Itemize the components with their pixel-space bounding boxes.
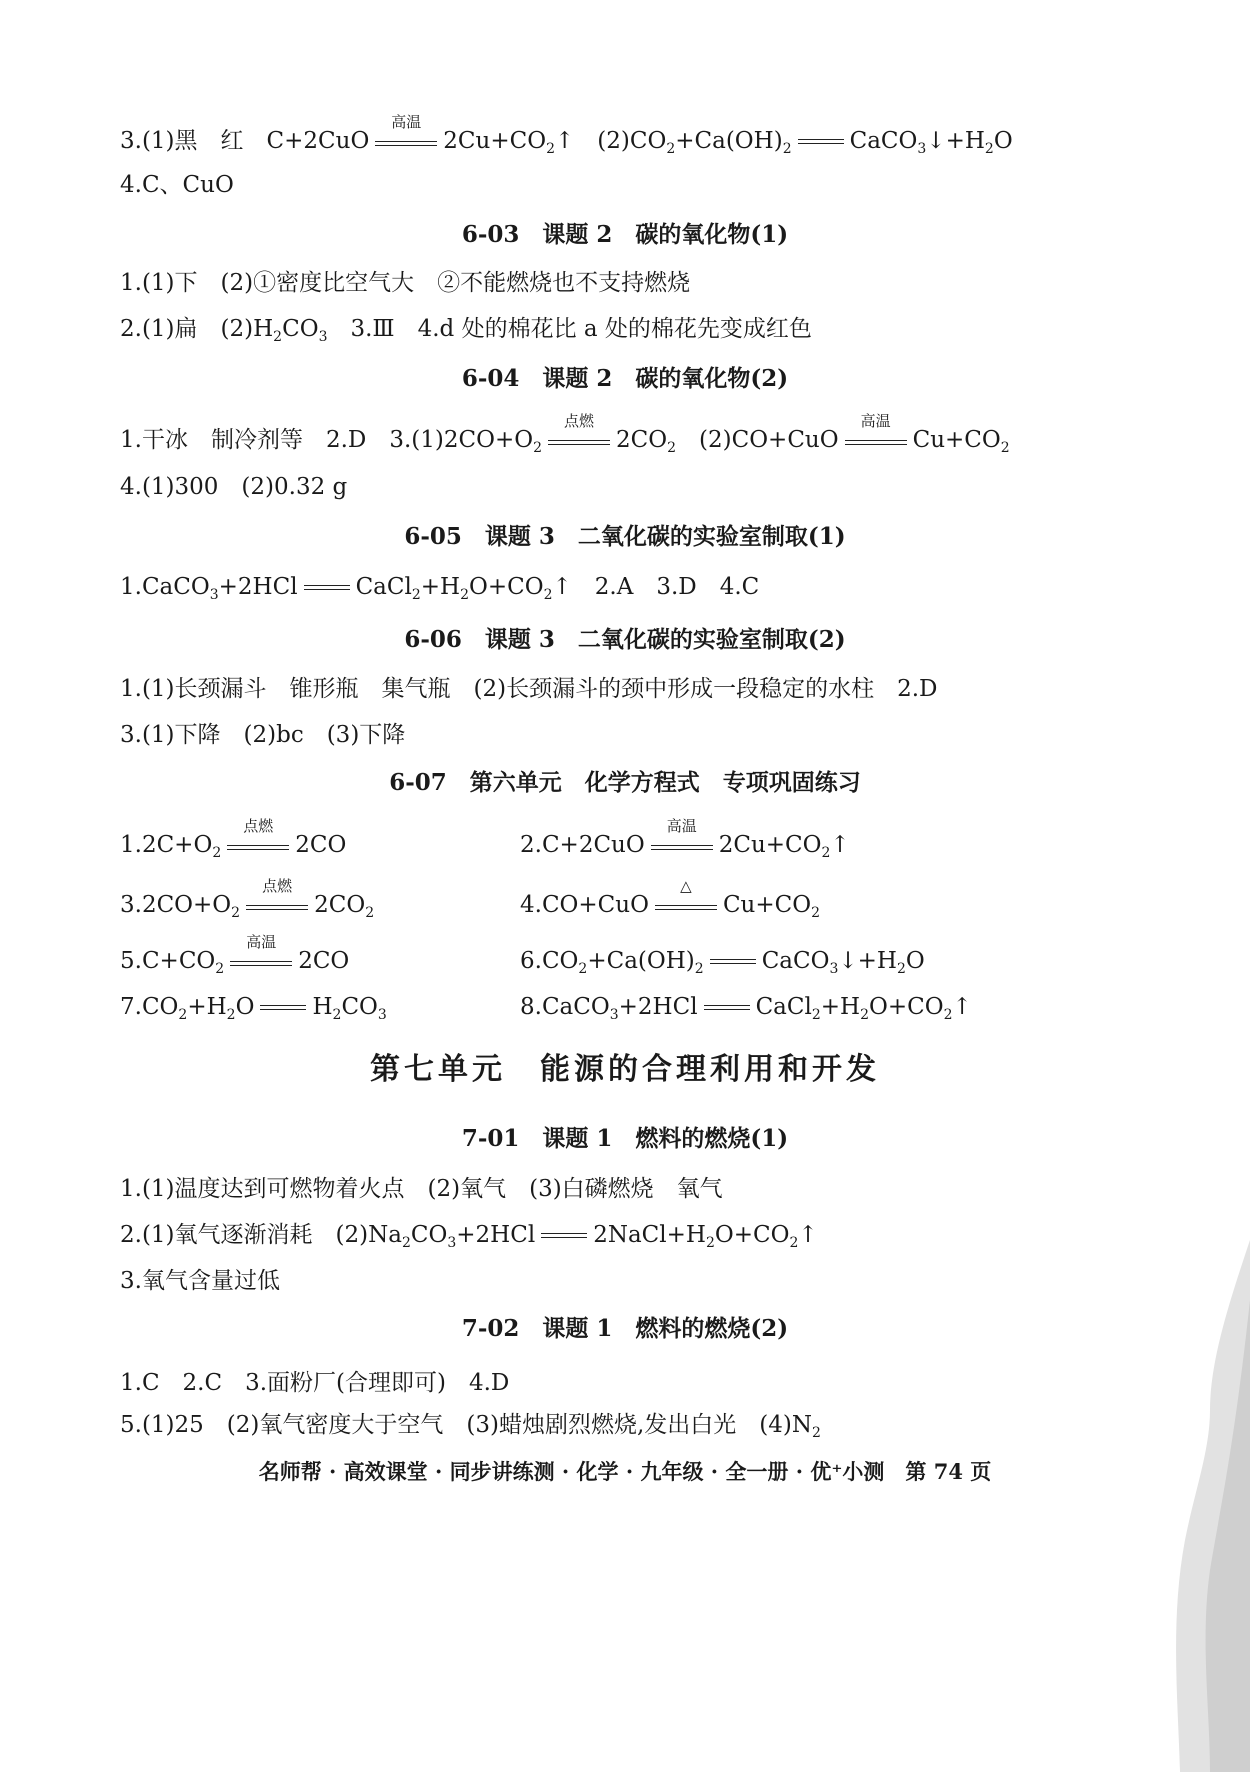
answer-6-06-1: 1.(1)长颈漏斗 锥形瓶 集气瓶 (2)长颈漏斗的颈中形成一段稳定的水柱 2.D [120, 676, 938, 702]
equals-sign [792, 126, 850, 156]
answer-6-03-1: 1.(1)下 (2)①密度比空气大 ②不能燃烧也不支持燃烧 [120, 270, 691, 296]
answer-6-06-2: 3.(1)下降 (2)bc (3)下降 [120, 722, 406, 748]
unit-title: 第七单元 能源的合理利用和开发 [370, 1052, 880, 1087]
section-heading-6-07: 6-07 第六单元 化学方程式 专项巩固练习 [389, 769, 861, 796]
section-heading-7-02: 7-02 课题 1 燃料的燃烧(2) [461, 1315, 789, 1342]
section-heading-6-04: 6-04 课题 2 碳的氧化物(2) [461, 365, 789, 392]
answer-6-04-1: 1.干冰 制冷剂等 2.D $3.(1)2CO+O_2$ 点燃 $2CO_2$ (2)CO+CuO 高温 $Cu+CO_2$ [120, 412, 1010, 456]
answer-7-01-3: 3.氧气含量过低 [120, 1268, 280, 1294]
answer-7-02-2: 5.(1)25 (2)氧气密度大于空气 (3)蜡烛剧烈燃烧,发出白光 $(4)N_2$ [120, 1412, 821, 1441]
equation-2: 2.C+2CuO 高温 $2Cu+CO_2↑$ [520, 817, 850, 861]
equation-4: 4.CO+CuO △ $Cu+CO_2$ [520, 877, 820, 921]
answer-7-01-1: 1.(1)温度达到可燃物着火点 (2)氧气 (3)白磷燃烧 氧气 [120, 1176, 723, 1202]
equation-7: $7.CO_2+H_2O$ $H_2CO_3$ [120, 994, 387, 1023]
paper-edge [1060, 1240, 1250, 1772]
answer-7-01-2: 2.(1)氧气逐渐消耗 $(2)Na_2CO_3+2HCl$ $2NaCl+H_2O+CO_2↑$ [120, 1222, 818, 1251]
reaction-condition: 高温 [369, 126, 443, 156]
equation-1: $1.2C+O_2$ 点燃 2CO [120, 817, 347, 861]
section-heading-6-03: 6-03 课题 2 碳的氧化物(1) [461, 221, 789, 248]
answer-7-02-1: 1.C 2.C 3.面粉厂(合理即可) 4.D [120, 1370, 510, 1396]
page-footer: 名师帮 · 高效课堂 · 同步讲练测 · 化学 · 九年级 · 全一册 · 优⁺小测 第 74 页 [258, 1459, 992, 1484]
answer-6-05-1: 1.CaCO$_3$+2HCl $CaCl_2+H_2O+CO_2↑$ 2.A 3.D 4.C [120, 574, 760, 603]
section-heading-6-05: 6-05 课题 3 二氧化碳的实验室制取(1) [404, 523, 846, 550]
answer-6-04-2: 4.(1)300 (2)0.32 g [120, 474, 348, 500]
equation-8: 8.CaCO$_3$+2HCl $CaCl_2+H_2O+CO_2↑$ [520, 994, 972, 1023]
text: 3.(1)黑 红 C+2CuO [120, 128, 370, 154]
answer-line-4: 4.C、CuO [120, 172, 234, 198]
section-heading-7-01: 7-01 课题 1 燃料的燃烧(1) [461, 1125, 789, 1152]
answer-6-03-2: 2.(1)扁 $(2)H_2CO_3$ 3.Ⅲ 4.d 处的棉花比 a 处的棉花先变成红色 [120, 316, 812, 345]
equation-5: $5.C+CO_2$ 高温 2CO [120, 933, 350, 977]
equation-6: $6.CO_2+Ca(OH)_2$ $CaCO_3↓+H_2O$ [520, 948, 925, 977]
section-heading-6-06: 6-06 课题 3 二氧化碳的实验室制取(2) [404, 626, 846, 653]
equation-3: $3.2CO+O_2$ 点燃 $2CO_2$ [120, 877, 375, 921]
answer-line-3: 3.(1)黑 红 C+2CuO 高温 $2Cu+CO_2↑$ $(2)CO_2+Ca(OH)_2$ $CaCO_3↓+H_2O$ [120, 113, 1013, 157]
